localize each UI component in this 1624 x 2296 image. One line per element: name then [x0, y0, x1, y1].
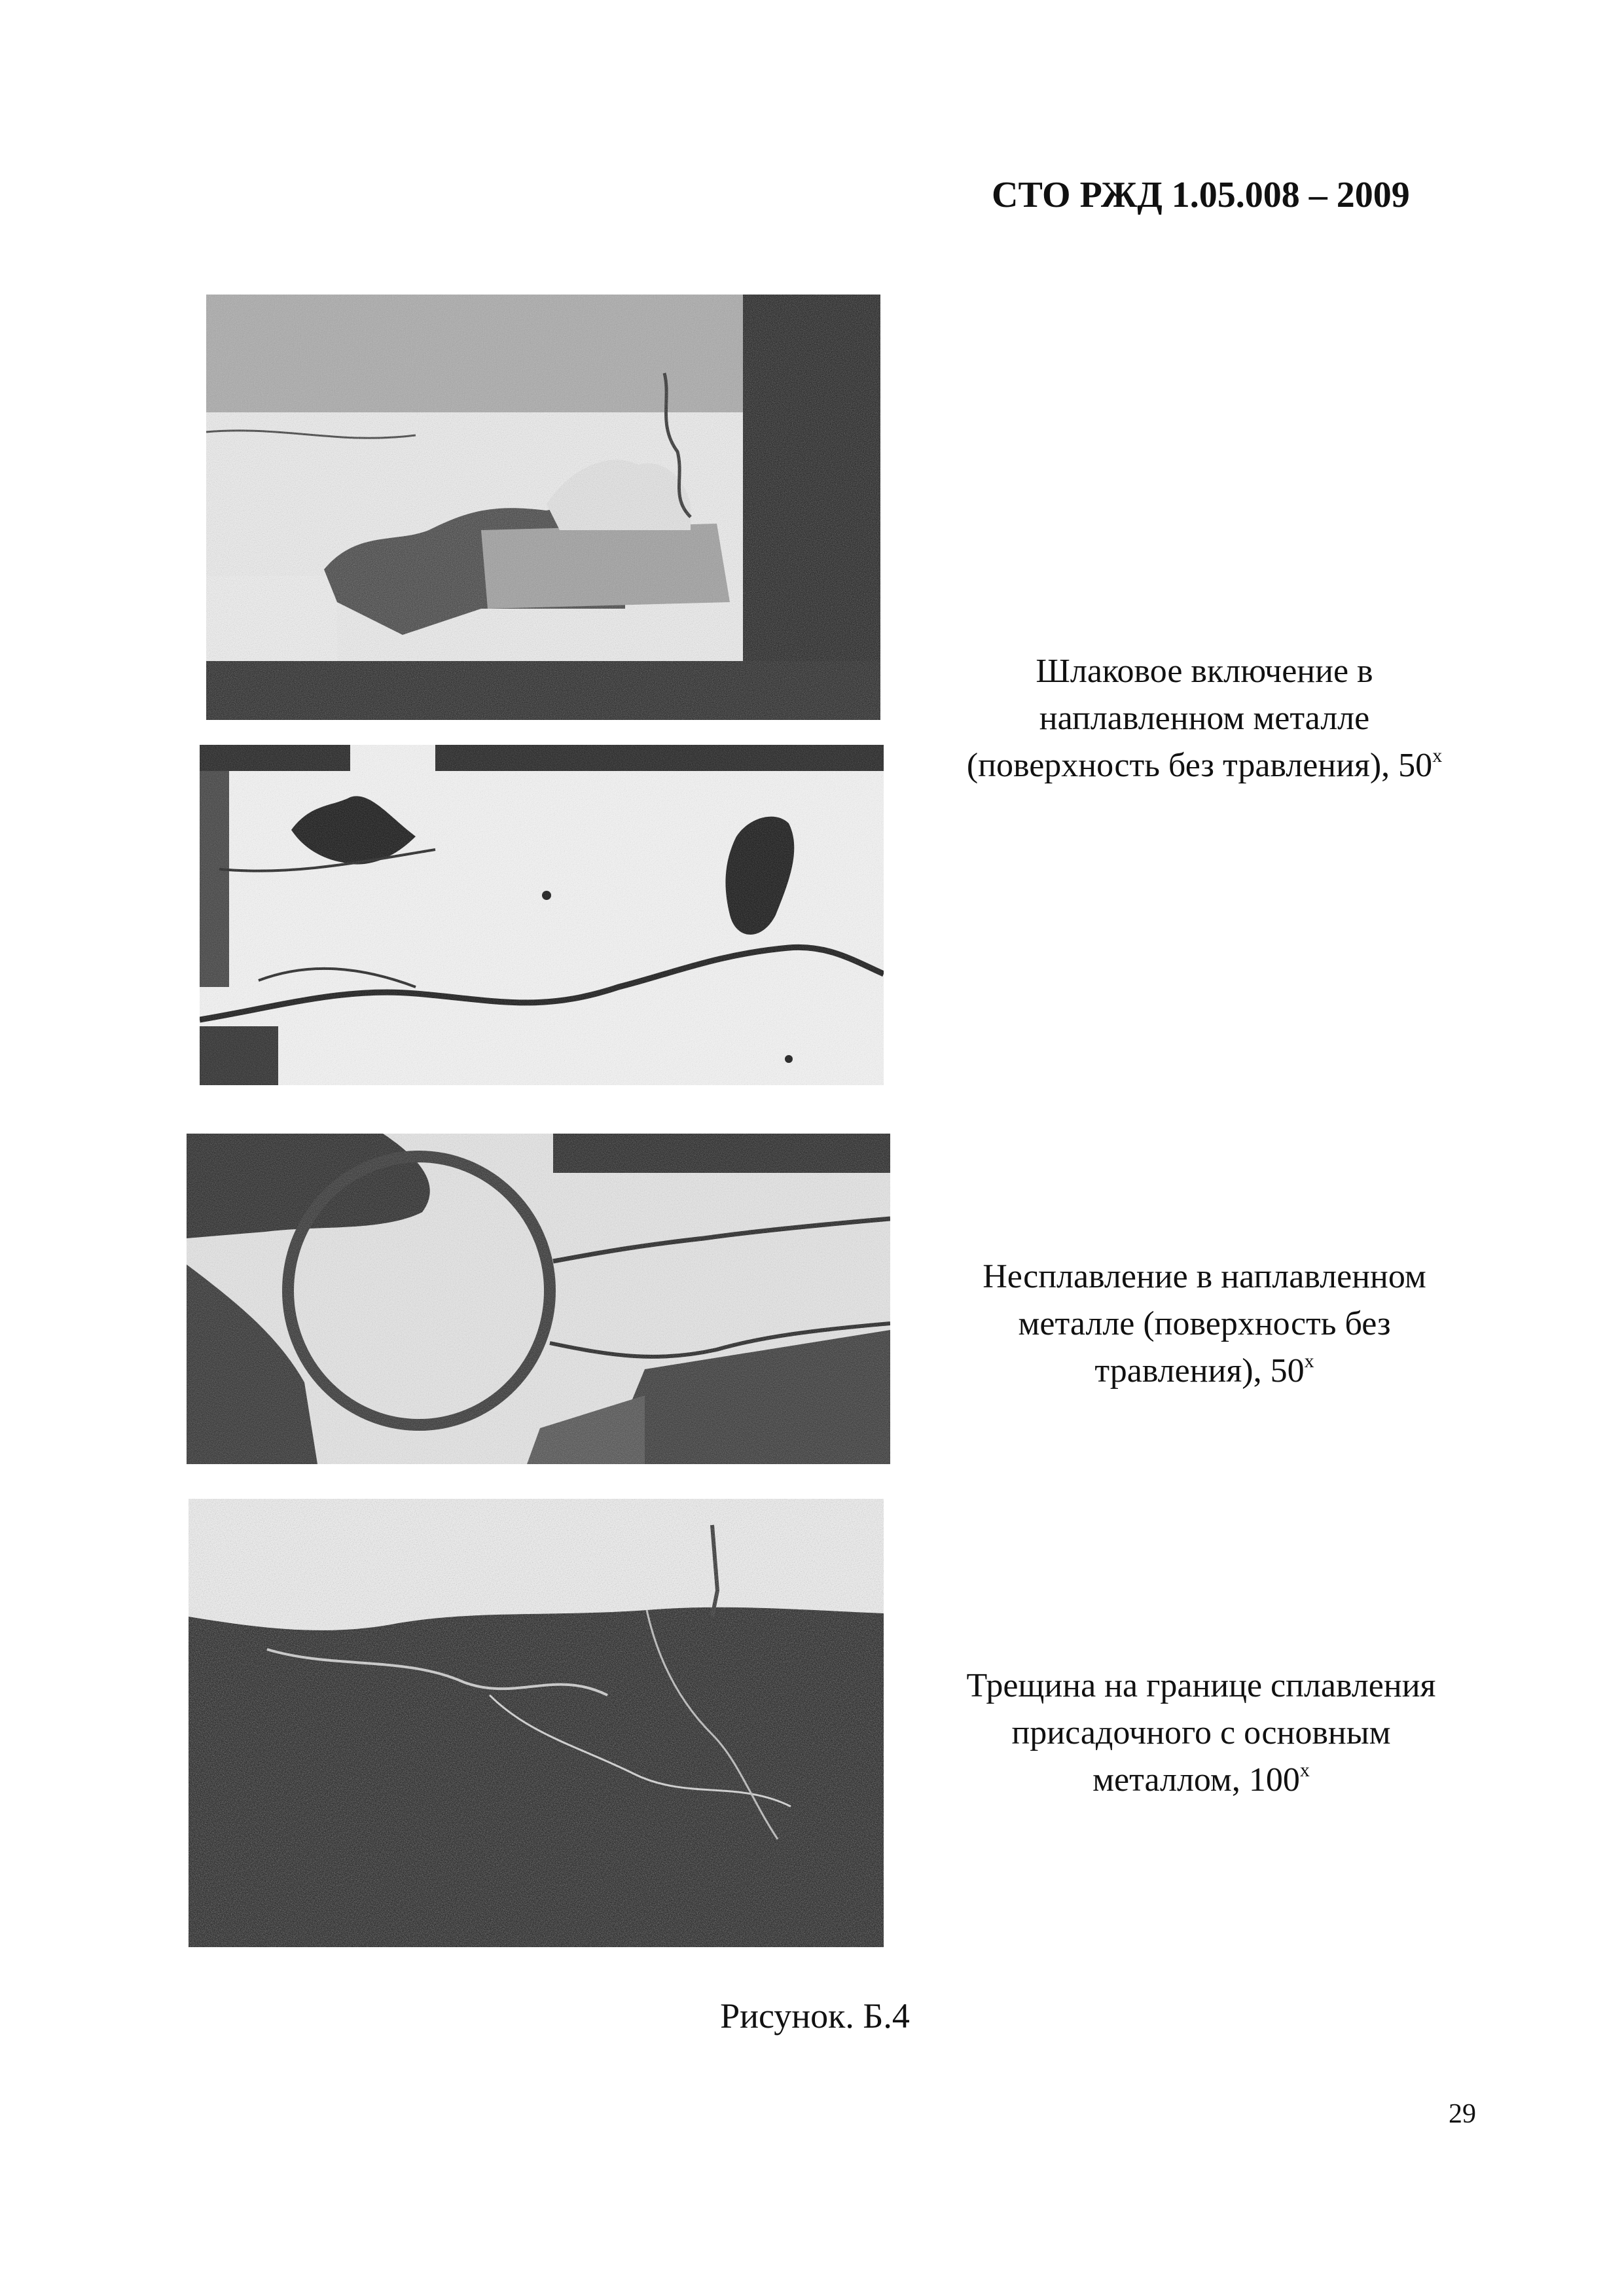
micrograph-lack-of-fusion [187, 1134, 890, 1464]
caption-line: Шлаковое включение в [1036, 653, 1373, 690]
micrograph-slag-inclusion-bottom [200, 745, 884, 1085]
caption-line: металлом, $100^х$ [1092, 1759, 1310, 1799]
caption-line: (поверхность без травления), $50^х$ [966, 745, 1443, 784]
magnification-superscript: х [1304, 1350, 1314, 1372]
caption-line: Трещина на границе сплавления [966, 1667, 1436, 1704]
caption-line: Несплавление в наплавленном [983, 1258, 1426, 1295]
figure-label: Рисунок. Б.4 [720, 1996, 910, 2036]
caption-line: наплавленном металле [1039, 700, 1370, 737]
document-code: СТО РЖД 1.05.008 – 2009 [992, 175, 1410, 215]
caption-lack-of-fusion [916, 1253, 1492, 1397]
caption-slag-inclusion [910, 648, 1499, 792]
micrograph-slag-inclusion-top [206, 295, 880, 720]
magnification-superscript: х [1432, 745, 1443, 766]
caption-fusion-boundary-crack [903, 1662, 1499, 1806]
magnification-superscript: х [1299, 1759, 1310, 1781]
page-number: 29 [1449, 2099, 1476, 2129]
caption-line: металле (поверхность без [1018, 1305, 1391, 1342]
caption-line: травления), $50^х$ [1094, 1350, 1314, 1390]
caption-line: присадочного с основным [1011, 1714, 1391, 1751]
micrograph-fusion-boundary-crack [189, 1499, 884, 1947]
